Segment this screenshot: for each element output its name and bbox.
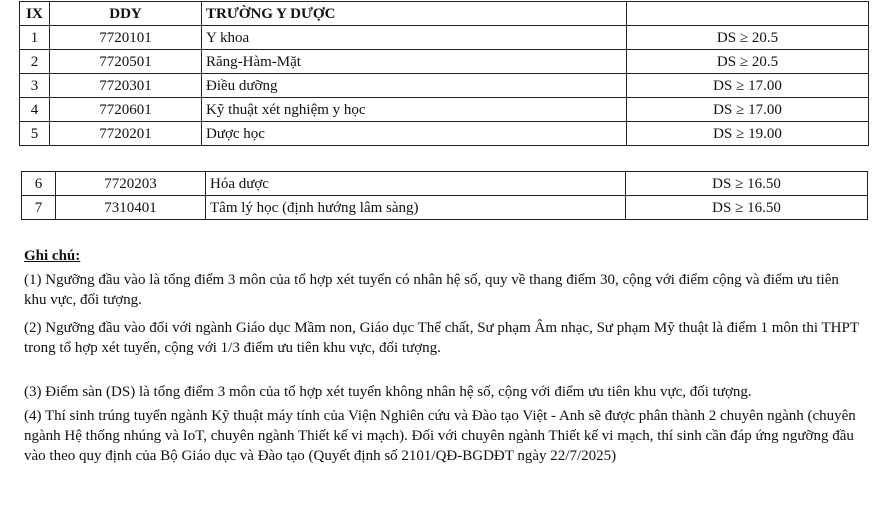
table-row <box>20 50 869 74</box>
row-major-code: 7720203 <box>56 172 206 196</box>
row-major-code: 7310401 <box>56 196 206 220</box>
header-score <box>627 2 869 26</box>
table-row <box>20 98 869 122</box>
row-major-code: 7720501 <box>50 50 202 74</box>
row-stt: 2 <box>20 50 50 74</box>
row-threshold: DS ≥ 20.5 <box>627 26 869 50</box>
note-item-2: (2) Ngưỡng đầu vào đối với ngành Giáo dục Mầm non, Giáo dục Thể chất, Sư phạm Âm nhạc, Sư phạm Mỹ thuật là điểm 1 môn thi THPT trong tổ hợp xét tuyển, cộng với 1/3 điểm ưu tiên khu vực, đối tượng. <box>24 320 859 356</box>
admission-table-main <box>19 1 869 146</box>
header-school-name: TRƯỜNG Y DƯỢC <box>202 2 627 26</box>
table-header-row <box>20 2 869 26</box>
header-stt: IX <box>20 2 50 26</box>
row-major-name: Răng-Hàm-Mặt <box>202 50 627 74</box>
row-major-code: 7720101 <box>50 26 202 50</box>
notes-section <box>24 246 864 466</box>
row-stt: 5 <box>20 122 50 146</box>
row-stt: 1 <box>20 26 50 50</box>
row-major-name: Kỹ thuật xét nghiệm y học <box>202 98 627 122</box>
row-major-code: 7720201 <box>50 122 202 146</box>
row-major-name: Điều dưỡng <box>202 74 627 98</box>
row-threshold: DS ≥ 19.00 <box>627 122 869 146</box>
row-threshold: DS ≥ 16.50 <box>626 196 868 220</box>
table-row <box>20 26 869 50</box>
row-stt: 3 <box>20 74 50 98</box>
row-major-code: 7720601 <box>50 98 202 122</box>
note-item-4: (4) Thí sinh trúng tuyển ngành Kỹ thuật máy tính của Viện Nghiên cứu và Đào tạo Việt - Anh sẽ được phân thành 2 chuyên ngành (chuyên ngành Hệ thống nhúng và IoT, chuyên ngành Thiết kế vi mạch). Đối với chuyên ngành Thiết kế vi mạch, thí sinh cần đáp ứng ngưỡng đầu vào theo quy định của Bộ Giáo dục và Đào tạo (Quyết định số 2101/QĐ-BGDĐT ngày 22/7/2025) <box>24 408 856 464</box>
row-stt: 7 <box>22 196 56 220</box>
row-major-name: Y khoa <box>202 26 627 50</box>
note-item-3: (3) Điểm sàn (DS) là tổng điểm 3 môn của tổ hợp xét tuyển không nhân hệ số, cộng với điểm ưu tiên khu vực, đối tượng. <box>24 384 752 400</box>
row-stt: 4 <box>20 98 50 122</box>
admission-table-continued <box>21 171 868 220</box>
row-major-name: Hóa dược <box>206 172 626 196</box>
notes-title: Ghi chú: <box>24 248 81 264</box>
table-row <box>20 122 869 146</box>
row-stt: 6 <box>22 172 56 196</box>
note-item-1: (1) Ngưỡng đầu vào là tổng điểm 3 môn của tổ hợp xét tuyển có nhân hệ số, quy về thang điểm 30, cộng với điểm cộng và điểm ưu tiên khu vực, đối tượng. <box>24 272 839 308</box>
header-code: DDY <box>50 2 202 26</box>
row-threshold: DS ≥ 20.5 <box>627 50 869 74</box>
row-threshold: DS ≥ 16.50 <box>626 172 868 196</box>
row-major-name: Dược học <box>202 122 627 146</box>
table-row <box>22 196 868 220</box>
row-major-code: 7720301 <box>50 74 202 98</box>
row-threshold: DS ≥ 17.00 <box>627 98 869 122</box>
row-threshold: DS ≥ 17.00 <box>627 74 869 98</box>
row-major-name: Tâm lý học (định hướng lâm sàng) <box>206 196 626 220</box>
table-row <box>20 74 869 98</box>
table-row <box>22 172 868 196</box>
